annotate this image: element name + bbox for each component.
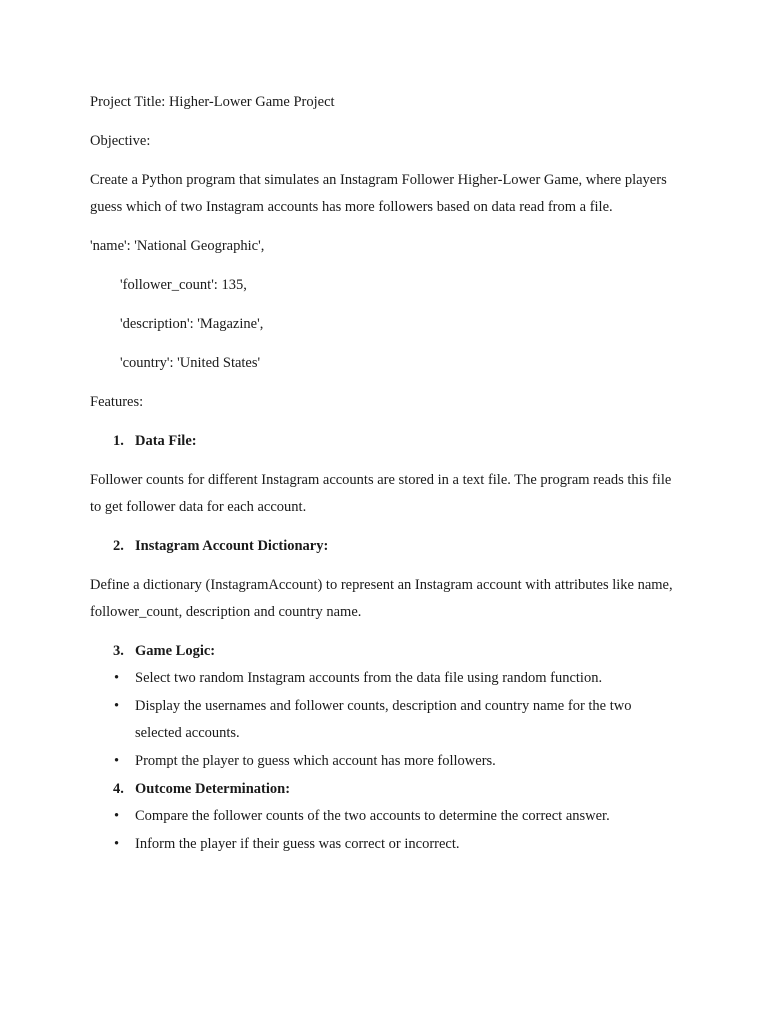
section-number: 2. <box>113 538 124 554</box>
game-logic-list <box>90 665 680 775</box>
section-paragraph-data-file: Follower counts for different Instagram accounts are stored in a text file. The program reads this file to get follower data for each account. <box>90 472 672 515</box>
section-heading-text: Outcome Determination: <box>135 781 291 797</box>
list-item-text: Select two random Instagram accounts from the data file using random function. <box>135 670 603 686</box>
bullet-icon: • <box>114 698 120 714</box>
section-number: 1. <box>113 433 124 449</box>
sample-name-line: 'name': 'National Geographic', <box>90 238 265 254</box>
bullet-icon: • <box>114 753 120 769</box>
list-item-text: Compare the follower counts of the two accounts to determine the correct answer. <box>135 808 610 824</box>
section-number: 4. <box>113 781 124 797</box>
bullet-icon: • <box>114 670 120 686</box>
list-item <box>90 665 680 692</box>
section-heading-game-logic <box>113 638 680 665</box>
section-paragraph-account-dictionary: Define a dictionary (InstagramAccount) to represent an Instagram account with attributes like name, follower_count, description and country name. <box>90 577 673 620</box>
section-heading-text: Instagram Account Dictionary: <box>135 538 329 554</box>
list-item <box>90 803 680 830</box>
outcome-list <box>90 803 680 858</box>
sample-description-line: 'description': 'Magazine', <box>120 316 264 332</box>
section-heading-data-file <box>113 428 680 455</box>
list-item <box>90 693 680 747</box>
project-title: Project Title: Higher-Lower Game Project <box>90 94 335 110</box>
section-heading-account-dictionary <box>113 533 680 560</box>
bullet-icon: • <box>114 808 120 824</box>
features-label: Features: <box>90 394 144 410</box>
section-number: 3. <box>113 643 124 659</box>
section-heading-text: Data File: <box>135 433 197 449</box>
objective-label: Objective: <box>90 133 151 149</box>
section-heading-outcome-determination <box>113 776 680 803</box>
section-heading-text: Game Logic: <box>135 643 216 659</box>
list-item-text: Inform the player if their guess was correct or incorrect. <box>135 836 460 852</box>
list-item-text: Prompt the player to guess which account has more followers. <box>135 753 496 769</box>
bullet-icon: • <box>114 836 120 852</box>
list-item <box>90 831 680 858</box>
sample-country-line: 'country': 'United States' <box>120 355 261 371</box>
sample-follower-line: 'follower_count': 135, <box>120 277 247 293</box>
objective-paragraph: Create a Python program that simulates an Instagram Follower Higher-Lower Game, where players guess which of two Instagram accounts has more followers based on data read from a file. <box>90 172 667 215</box>
list-item <box>90 748 680 775</box>
list-item-text: Display the usernames and follower counts, description and country name for the two selected accounts. <box>135 698 632 741</box>
document-page <box>90 89 680 859</box>
